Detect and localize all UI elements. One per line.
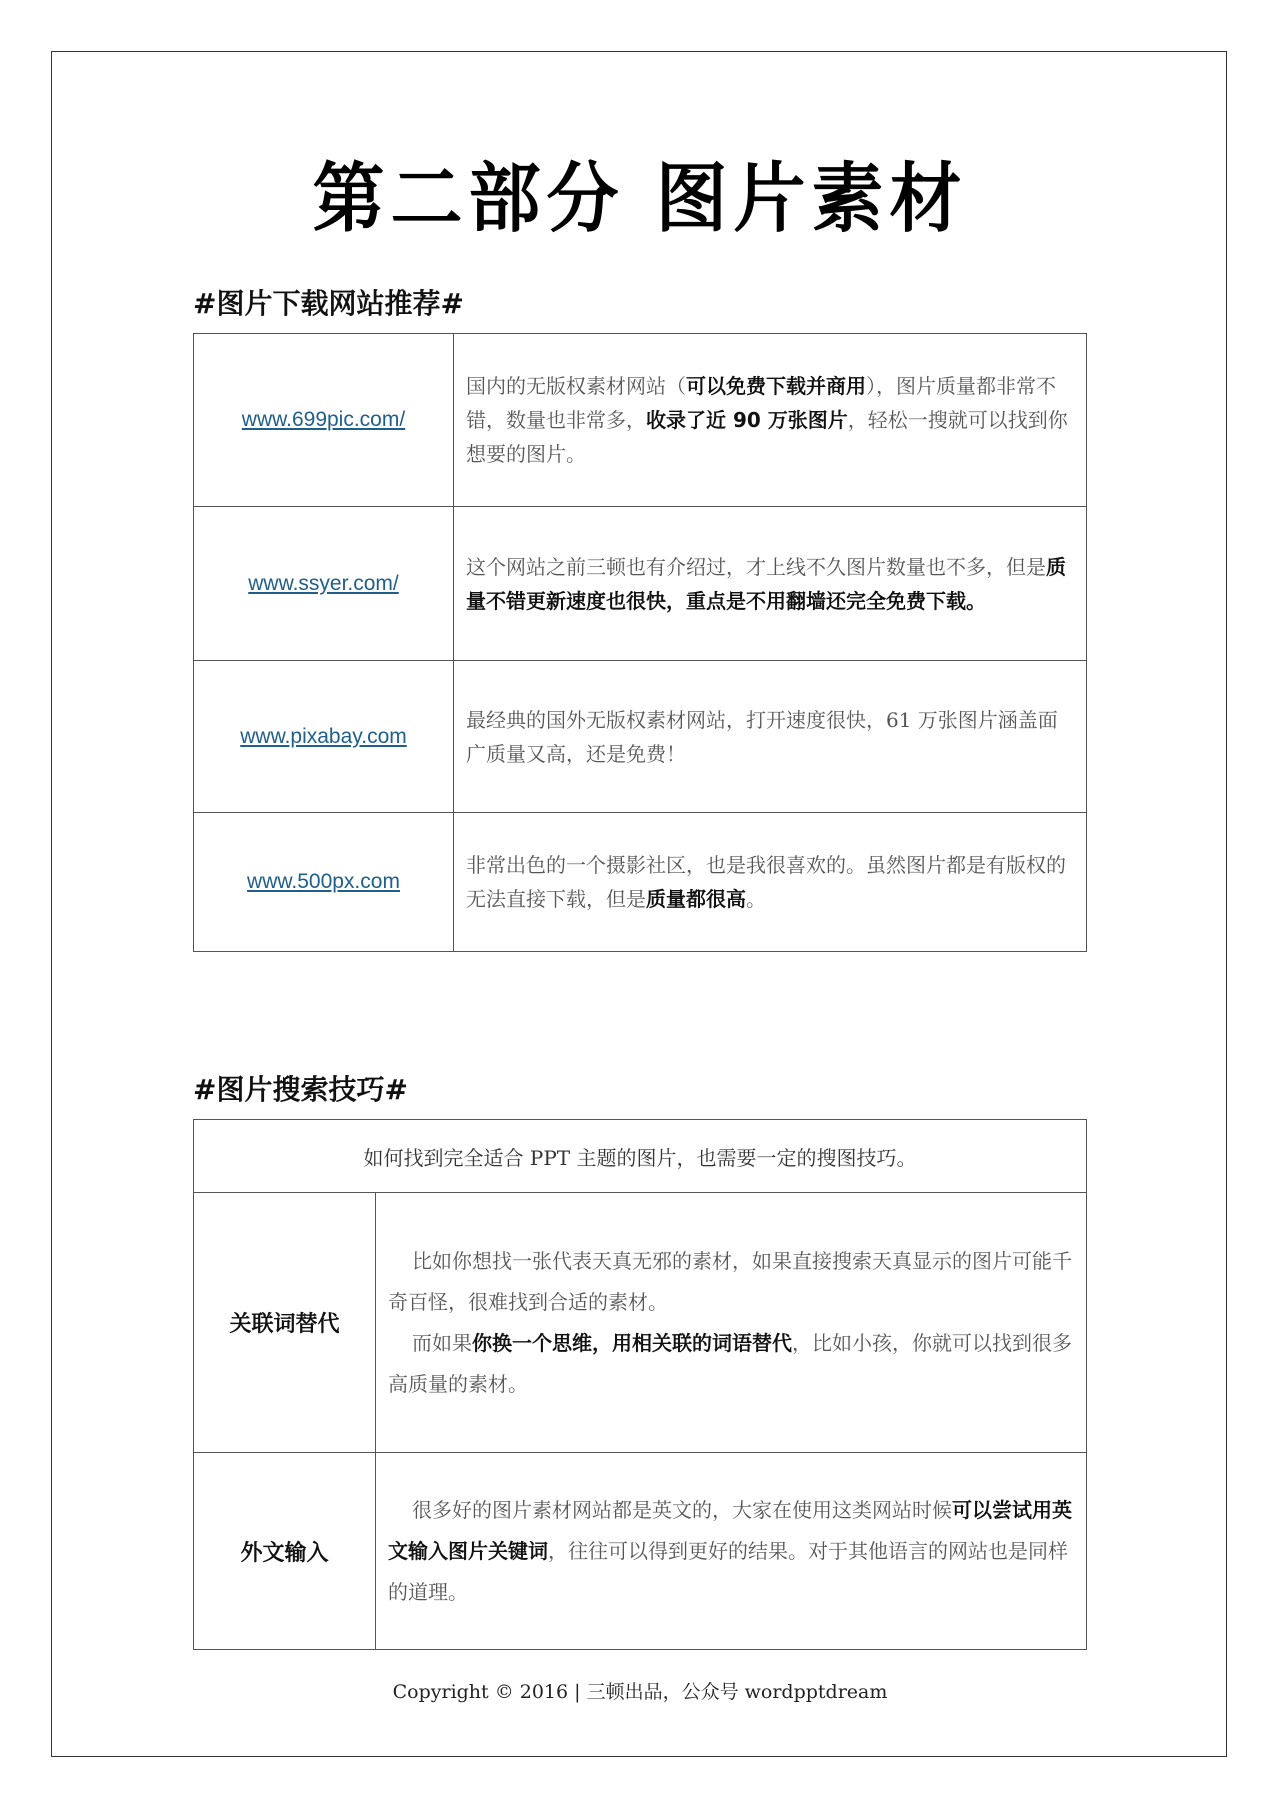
emphasis-text: 质量都很高 [646, 887, 746, 911]
site-link-ssyer[interactable]: www.ssyer.com/ [248, 571, 399, 595]
emphasis-text: 可以尝试用英文输入图片关键词 [388, 1497, 1072, 1563]
site-link-500px[interactable]: www.500px.com [247, 870, 400, 893]
site-link-cell [194, 334, 454, 507]
site-link-pixabay[interactable]: www.pixabay.com [240, 724, 407, 748]
body-text: ，轻松一搜就可以找到你想要的图片。 [466, 408, 1068, 466]
body-text: 这个网站之前三顿也有介绍过，才上线不久图片数量也不多，但是 [466, 554, 1046, 579]
body-text: 。 [746, 887, 766, 911]
tip-paragraph [388, 1490, 1076, 1613]
tip-paragraph [388, 1323, 1076, 1405]
site-description [454, 661, 1087, 813]
footer-copyright: Copyright © 2016 | 三顿出品，公众号 wordpptdream [392, 1681, 888, 1703]
section-heading-tips: #图片搜索技巧# [193, 1073, 408, 1106]
body-text: 国内的无版权素材网站（ [466, 374, 686, 398]
section-heading-sites: #图片下载网站推荐# [193, 287, 464, 320]
table-row [194, 1453, 1087, 1650]
tip-paragraph [388, 1241, 1076, 1323]
table-row [194, 507, 1087, 661]
site-description [454, 334, 1087, 507]
site-description [454, 507, 1087, 661]
emphasis-text: 你换一个思维，用相关联的词语替代 [472, 1330, 792, 1355]
body-text: 很多好的图片素材网站都是英文的，大家在使用这类网站时候 [412, 1497, 952, 1522]
body-text: 而如果 [412, 1330, 472, 1355]
sites-table [193, 333, 1087, 952]
tips-intro: 如何找到完全适合 PPT 主题的图片，也需要一定的搜图技巧。 [194, 1120, 1087, 1193]
table-row [194, 813, 1087, 952]
site-link-699pic[interactable]: www.699pic.com/ [241, 408, 406, 431]
table-row [194, 1120, 1087, 1193]
site-link-cell [194, 661, 454, 813]
table-row [194, 1193, 1087, 1453]
site-description [454, 813, 1087, 952]
table-row [194, 334, 1087, 507]
tips-table [193, 1119, 1087, 1650]
body-text: 非常出色的一个摄影社区，也是我很喜欢的。虽然图片都是有版权的无法直接下载，但是 [466, 853, 1066, 911]
page-title: 第二部分 图片素材 [312, 154, 968, 243]
site-link-cell [194, 507, 454, 661]
table-row [194, 661, 1087, 813]
site-link-cell [194, 813, 454, 952]
emphasis-text: 可以免费下载并商用 [686, 374, 866, 398]
tip-content [376, 1193, 1087, 1453]
tip-content [376, 1453, 1087, 1650]
tip-label-keyword: 关联词替代 [194, 1193, 376, 1453]
body-text: ，比如小孩，你就可以找到很多高质量的素材。 [388, 1330, 1072, 1396]
body-text: 比如你想找一张代表天真无邪的素材，如果直接搜索天真显示的图片可能千奇百怪，很难找到合适的素材。 [388, 1248, 1072, 1314]
body-text: ），图片质量都非常不错，数量也非常多， [466, 374, 1056, 432]
emphasis-text: 质量不错更新速度也很快，重点是不用翻墙还完全免费下载。 [466, 554, 1066, 613]
tip-label-foreign: 外文输入 [194, 1453, 376, 1650]
body-text: 最经典的国外无版权素材网站，打开速度很快，61 万张图片涵盖面广质量又高，还是免费！ [466, 707, 1058, 766]
body-text: ，往往可以得到更好的结果。对于其他语言的网站也是同样的道理。 [388, 1538, 1068, 1604]
emphasis-text: 收录了近 90 万张图片 [646, 408, 848, 432]
